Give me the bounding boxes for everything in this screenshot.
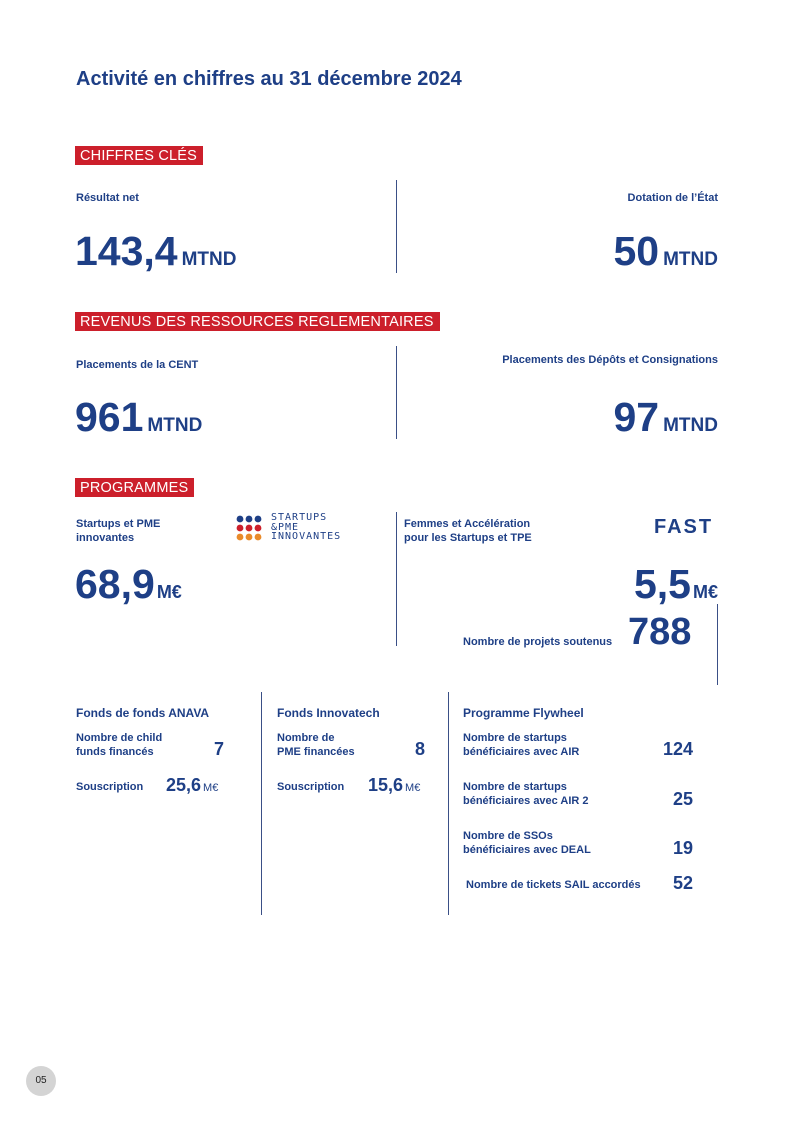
anava-row1-value: 7 [214, 739, 225, 759]
flywheel-item-3-label: Nombre de SSOs bénéficiaires avec DEAL [463, 830, 591, 856]
resultat-net-label: Résultat net [76, 192, 139, 204]
innovatech-row1-label: Nombre de PME financées [277, 732, 355, 758]
divider-anava [261, 692, 262, 915]
logo-line-3: INNOVANTES [271, 531, 342, 542]
projets-label: Nombre de projets soutenus [463, 636, 613, 648]
innovatech-row2-label: Souscription [277, 781, 345, 793]
resultat-net-unit: MTND [181, 249, 237, 270]
flywheel-item-4-value: 52 [672, 873, 693, 893]
startups-value: 68,9 M€ [75, 561, 182, 607]
anava-row1-label: Nombre de child funds financés [76, 732, 163, 758]
depots-label: Placements des Dépôts et Consignations [502, 354, 718, 366]
divider-revenus [396, 346, 397, 439]
innovatech-row2-unit: M€ [405, 782, 421, 794]
divider-projets [717, 604, 718, 685]
flywheel-title: Programme Flywheel [463, 706, 584, 720]
anava-row2-unit: M€ [203, 782, 219, 794]
banner-revenus: REVENUS DES RESSOURCES REGLEMENTAIRES [75, 312, 440, 331]
cent-value: 961 MTND [75, 394, 203, 440]
innovatech-row1-value: 8 [415, 739, 426, 759]
fast-unit: M€ [692, 582, 718, 602]
dotation-label: Dotation de l’État [627, 192, 718, 204]
divider-programmes [396, 512, 397, 646]
startups-logo-dots-icon [236, 514, 272, 544]
page-number: 05 [26, 1066, 56, 1096]
flywheel-item-3-value: 19 [672, 838, 693, 858]
dotation-value: 50 MTND [613, 228, 718, 274]
logo-line-2: &PME [271, 521, 300, 533]
banner-chiffres-cles: CHIFFRES CLÉS [75, 146, 203, 165]
fast-value: 5,5 M€ [633, 561, 718, 607]
depots-value: 97 MTND [613, 394, 718, 440]
startups-label: Startups et PME innovantes [76, 518, 161, 544]
anava-row2-label: Souscription [76, 781, 144, 793]
anava-title: Fonds de fonds ANAVA [76, 706, 210, 720]
fast-logo: FAST [654, 516, 714, 538]
cent-label: Placements de la CENT [76, 359, 199, 371]
dotation-unit: MTND [663, 249, 718, 270]
page-title: Activité en chiffres au 31 décembre 2024 [76, 68, 462, 90]
logo-line-1: STARTUPS [271, 512, 328, 523]
resultat-net-value: 143,4 MTND [75, 228, 237, 274]
cent-unit: MTND [147, 415, 203, 436]
innovatech-title: Fonds Innovatech [277, 706, 380, 720]
flywheel-item-2-value: 25 [672, 789, 693, 809]
flywheel-item-4-label: Nombre de tickets SAIL accordés [466, 879, 641, 891]
projets-value: 788 [628, 611, 692, 653]
innovatech-row2-value: 15,6 M€ [368, 775, 421, 795]
anava-row2-value: 25,6 M€ [166, 775, 219, 795]
flywheel-item-2-label: Nombre de startups bénéficiaires avec AIR 2 [463, 781, 589, 807]
depots-unit: MTND [663, 415, 718, 436]
banner-programmes: PROGRAMMES [75, 478, 194, 497]
fast-label: Femmes et Accélération pour les Startups et TPE [404, 518, 532, 544]
divider-innovatech [448, 692, 449, 915]
flywheel-item-1-label: Nombre de startups bénéficiaires avec AIR [463, 732, 580, 758]
divider-chiffres [396, 180, 397, 273]
flywheel-item-1-value: 124 [662, 739, 693, 759]
startups-unit: M€ [156, 582, 182, 602]
